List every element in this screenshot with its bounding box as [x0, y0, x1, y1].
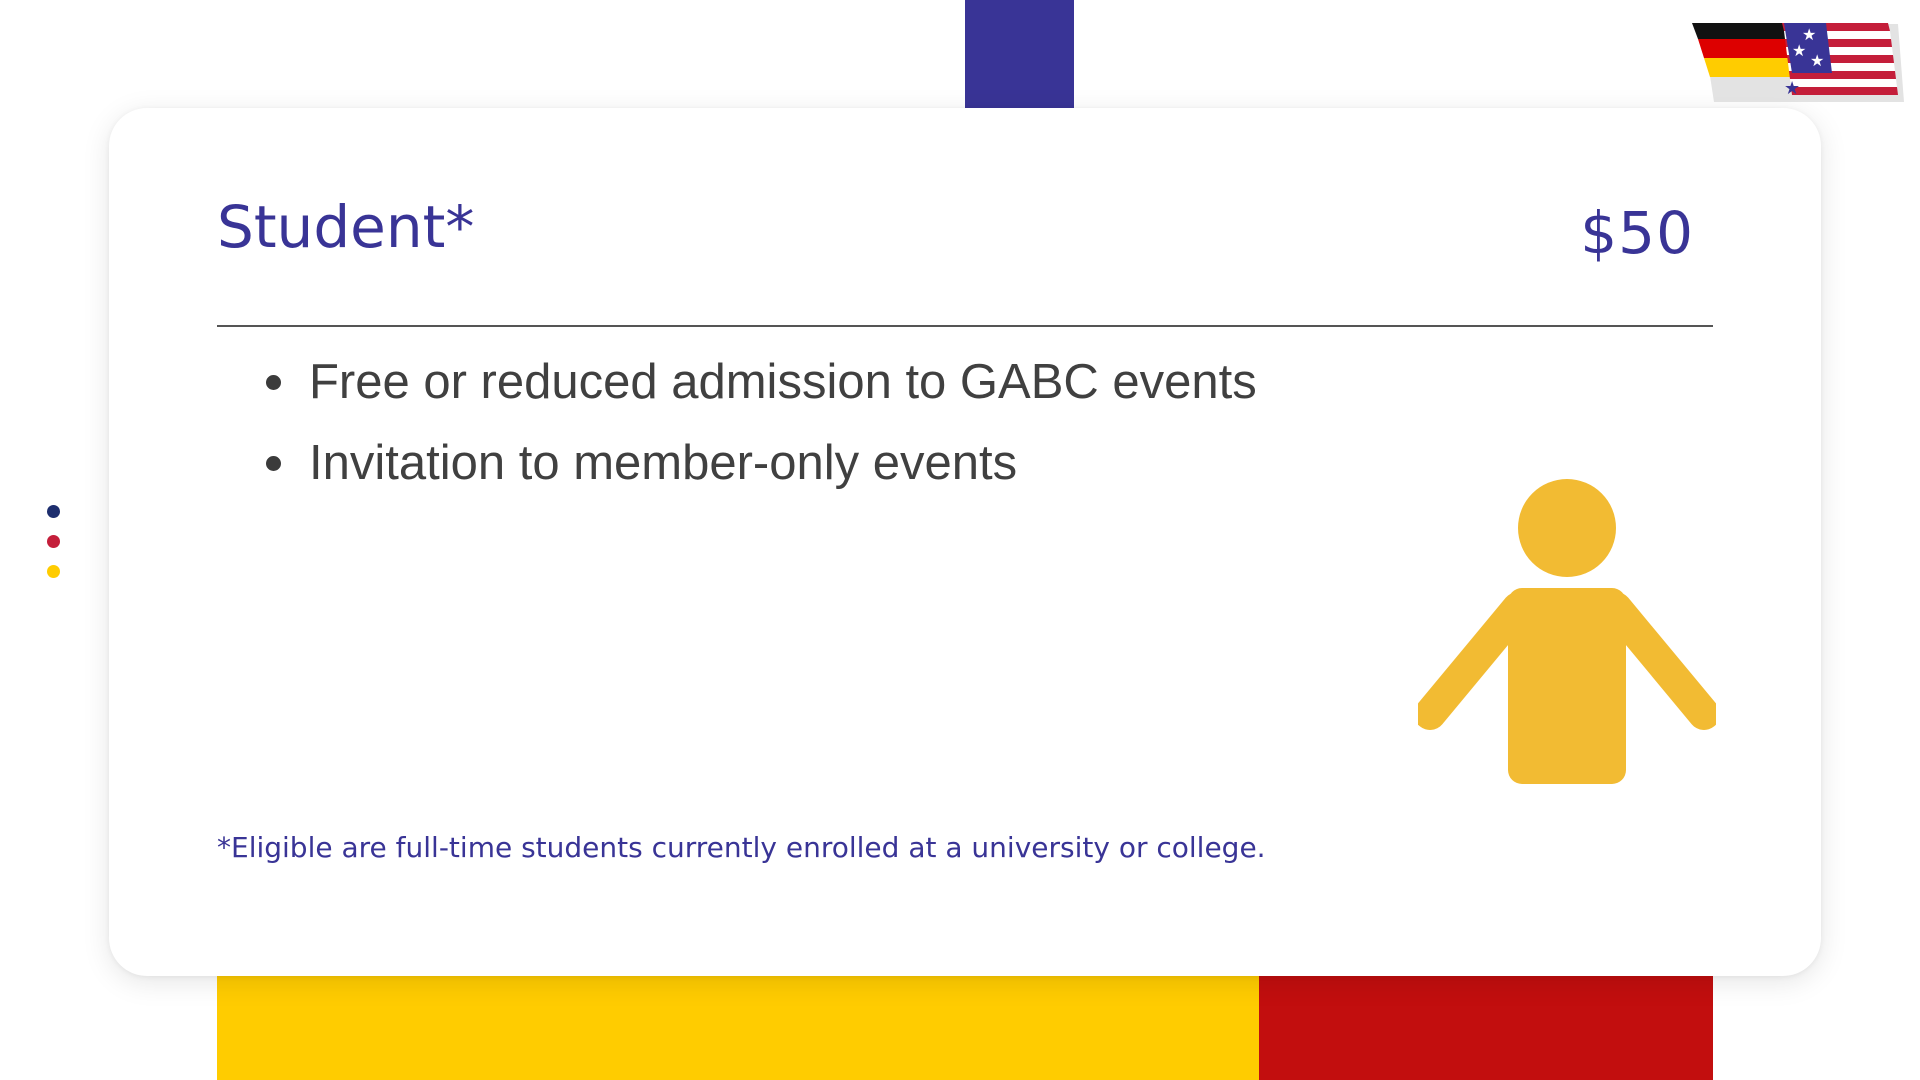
divider [217, 325, 1713, 327]
svg-text:★: ★ [1802, 25, 1817, 44]
benefit-text: Free or reduced admission to GABC events [309, 354, 1257, 409]
dot-yellow [47, 565, 60, 578]
decorative-dots [47, 505, 61, 585]
bottom-bar-yellow [217, 960, 1260, 1080]
person-body [1508, 588, 1626, 784]
person-arm-right [1616, 608, 1704, 714]
dot-navy [47, 505, 60, 518]
person-arm-left [1430, 608, 1518, 714]
svg-text:★: ★ [1810, 51, 1825, 70]
bottom-bar-red [1259, 960, 1713, 1080]
dot-red [47, 535, 60, 548]
svg-text:★: ★ [1792, 41, 1807, 60]
top-accent-block [965, 0, 1074, 112]
german-american-flags-logo [1692, 18, 1904, 102]
footnote: *Eligible are full-time students currently enrolled at a university or college. [217, 831, 1266, 864]
bullet-icon [266, 456, 281, 471]
person-icon [1418, 478, 1716, 784]
benefit-item [266, 352, 1257, 412]
plan-price: $50 [1580, 199, 1694, 267]
svg-text:★: ★ [1784, 78, 1801, 99]
plan-title: Student* [217, 193, 475, 261]
person-head [1518, 479, 1616, 577]
bullet-icon [266, 375, 281, 390]
benefit-item [266, 433, 1017, 493]
benefit-text: Invitation to member-only events [309, 435, 1018, 490]
